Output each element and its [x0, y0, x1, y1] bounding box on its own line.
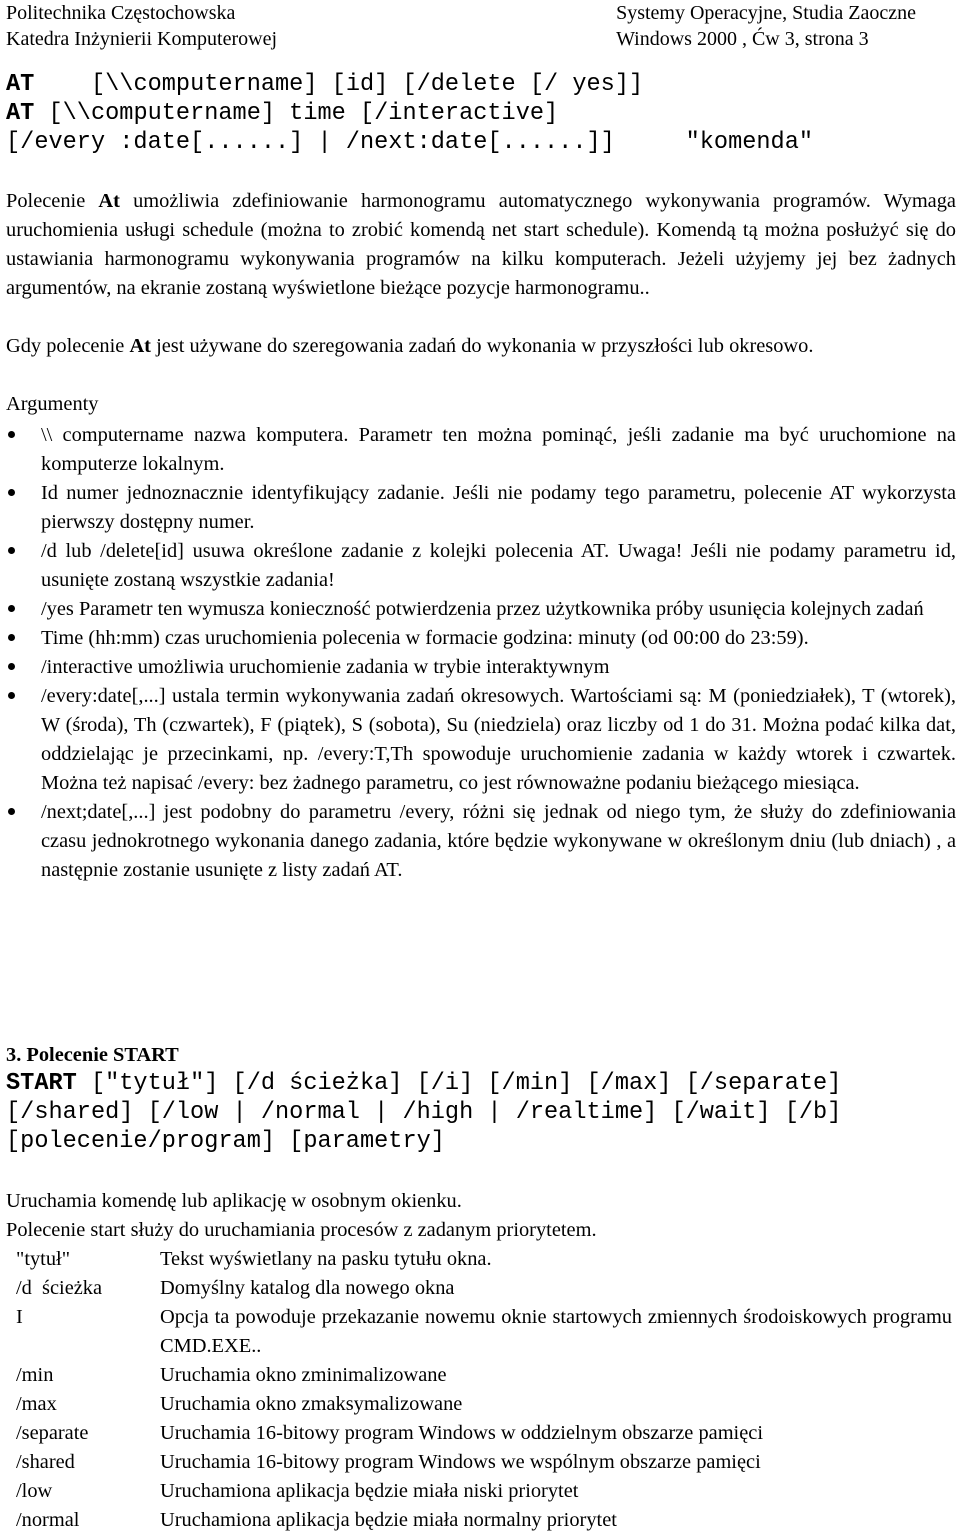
option-key: /max: [16, 1393, 57, 1415]
list-item: /next;date[,...] jest podobny do parametru /every, różni się jednak od niego tym, że służy do zdefiniowania czasu jednokrotnego wykonania danego zadania, które będzie wykonywane w określonym dniu (lub dniach) , a następnie zostanie usunięte z listy zadań AT.: [0, 798, 956, 885]
option-description: Uruchamiona aplikacja będzie miała normalny priorytet: [160, 1509, 617, 1531]
option-key: "tytuł": [16, 1248, 71, 1270]
course-name: Systemy Operacyjne, Studia Zaoczne: [616, 2, 916, 24]
table-row: [16, 1245, 952, 1274]
option-key: /min: [16, 1364, 54, 1386]
list-item: \\ computername nazwa komputera. Parametr ten można pominąć, jeśli zadanie ma być uruchomione na komputerze lokalnym.: [0, 421, 956, 479]
list-item: /every:date[,...] ustala termin wykonywania zadań okresowych. Wartościami są: M (poniedziałek), T (wtorek), W (środa), Th (czwartek), F (piątek), S (sobota), Su (niedziela) oraz liczby od 1 do 31. Można podać kilka dat, oddzielając je przecinkami, np. /every:T,Th spowoduje uruchomienie zadania w każdy wtorek i czwartek. Można też napisać /every: bez żadnego parametru, co jest równoważne podaniu bieżącego miesiąca.: [0, 682, 956, 798]
at-usage-paragraph: Gdy polecenie At jest używane do szeregowania zadań do wykonania w przyszłości lub okresowo.: [6, 335, 814, 357]
start-description-2: Polecenie start służy do uruchamiania procesów z zadanym priorytetem.: [6, 1219, 597, 1241]
option-description: Uruchamia okno zminimalizowane: [160, 1364, 447, 1386]
option-description: Uruchamia 16-bitowy program Windows w oddzielnym obszarze pamięci: [160, 1422, 763, 1444]
list-item: /yes Parametr ten wymusza konieczność potwierdzenia przez użytkownika próby usunięcia kolejnych zadań: [0, 595, 956, 624]
option-description: Domyślny katalog dla nowego okna: [160, 1277, 455, 1299]
start-syntax-line-1: START ["tytuł"] [/d ścieżka] [/i] [/min] [/max] [/separate]: [6, 1070, 842, 1097]
arguments-list: [0, 421, 956, 885]
at-syntax-line-1: AT [\\computername] [id] [/delete [/ yes]]: [6, 71, 644, 98]
bullet-icon: [8, 605, 15, 612]
list-item: Id numer jednoznacznie identyfikujący zadanie. Jeśli nie podamy tego parametru, polecenie AT wykorzysta pierwszy dostępny numer.: [0, 479, 956, 537]
table-row: [16, 1506, 952, 1535]
table-row: [16, 1477, 952, 1506]
table-row: [16, 1419, 952, 1448]
page-header: [6, 0, 916, 52]
bullet-icon: [8, 692, 15, 699]
bullet-icon: [8, 634, 15, 641]
page-info: Windows 2000 , Ćw 3, strona 3: [616, 28, 869, 50]
bullet-icon: [8, 808, 15, 815]
option-description: Tekst wyświetlany na pasku tytułu okna.: [160, 1248, 492, 1270]
list-item: Time (hh:mm) czas uruchomienia polecenia w formacie godzina: minuty (od 00:00 do 23:59).: [0, 624, 956, 653]
start-description-1: Uruchamia komendę lub aplikację w osobnym okienku.: [6, 1190, 462, 1212]
header-right: [616, 0, 916, 52]
bullet-icon: [8, 547, 15, 554]
option-key: I: [16, 1306, 23, 1328]
table-row: [16, 1448, 952, 1477]
arguments-heading: Argumenty: [6, 393, 99, 415]
at-syntax-block: [6, 70, 813, 157]
header-left: [6, 0, 277, 52]
bullet-icon: [8, 489, 15, 496]
at-syntax-line-2: AT [\\computername] time [/interactive]: [6, 100, 559, 127]
bullet-icon: [8, 431, 15, 438]
table-row: [16, 1361, 952, 1390]
university-name: Politechnika Częstochowska: [6, 2, 236, 24]
start-syntax-block: [6, 1069, 841, 1156]
option-key: /low: [16, 1480, 53, 1502]
option-description: Uruchamiona aplikacja będzie miała niski priorytet: [160, 1480, 579, 1502]
list-item: /interactive umożliwia uruchomienie zadania w trybie interaktywnym: [0, 653, 956, 682]
start-syntax-line-2: [/shared] [/low | /normal | /high | /realtime] [/wait] [/b]: [6, 1099, 842, 1126]
option-key: /separate: [16, 1422, 89, 1444]
table-row: [16, 1274, 952, 1303]
option-key: /d ścieżka: [16, 1277, 103, 1299]
option-description: Opcja ta powoduje przekazanie nowemu oknie startowych zmiennych środoiskowych programu CMD.EXE..: [160, 1306, 952, 1357]
start-options-table: [16, 1245, 952, 1535]
table-row: [16, 1303, 952, 1361]
at-description-paragraph: Polecenie At umożliwia zdefiniowanie harmonogramu automatycznego wykonywania programów. Wymaga uruchomienia usługi schedule (można to zrobić komendą net start schedule). Komendą tą można posłużyć się do ustawiania harmonogramu wykonywania programów na kilku komputerach. Jeżeli użyjemy jej bez żadnych argumentów, na ekranie zostaną wyświetlone bieżące pozycje harmonogramu..: [6, 190, 956, 299]
table-row: [16, 1390, 952, 1419]
start-section-heading: 3. Polecenie START: [6, 1044, 179, 1066]
option-description: Uruchamia okno zmaksymalizowane: [160, 1393, 463, 1415]
list-item: /d lub /delete[id] usuwa określone zadanie z kolejki polecenia AT. Uwaga! Jeśli nie podamy parametru id, usunięte zostaną wszystkie zadania!: [0, 537, 956, 595]
bullet-icon: [8, 663, 15, 670]
start-syntax-line-3: [polecenie/program] [parametry]: [6, 1128, 445, 1155]
department-name: Katedra Inżynierii Komputerowej: [6, 28, 278, 50]
option-key: /shared: [16, 1451, 75, 1473]
at-syntax-line-3: [/every :date[......] | /next:date[......]] "komenda": [6, 129, 814, 156]
option-description: Uruchamia 16-bitowy program Windows we wspólnym obszarze pamięci: [160, 1451, 761, 1473]
option-key: /normal: [16, 1509, 80, 1531]
